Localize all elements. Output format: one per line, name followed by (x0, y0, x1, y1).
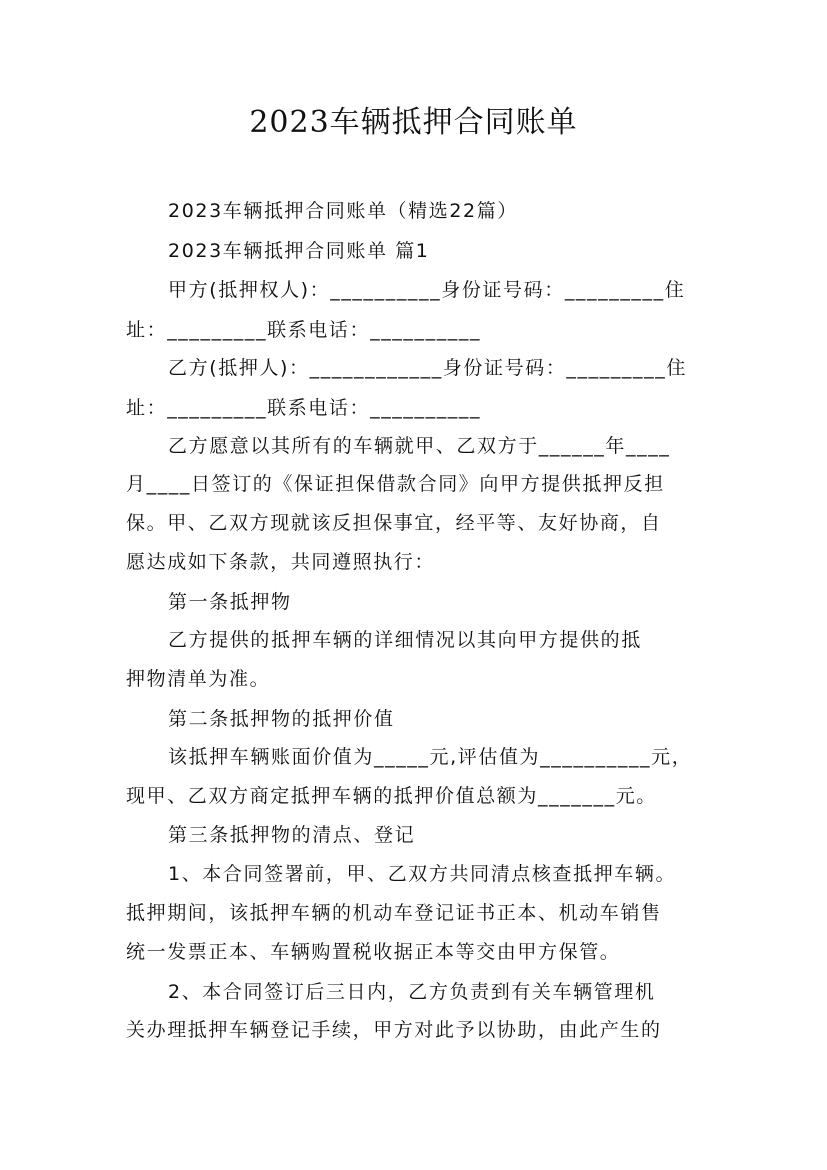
party-a-line: 甲方(抵押权人)：__________身份证号码：_________住 (168, 279, 686, 301)
subtitle-line: 2023车辆抵押合同账单（精选22篇） (168, 200, 518, 222)
paragraph-line: 乙方愿意以其所有的车辆就甲、乙双方于______年____ (168, 435, 671, 457)
party-b-address-line: 址：_________联系电话：__________ (126, 397, 482, 419)
paragraph-line: 保。甲、乙双方现就该反担保事宜，经平等、友好协商，自 (126, 512, 662, 534)
paragraph-line: 押物清单为准。 (126, 668, 271, 690)
party-b-line: 乙方(抵押人)：____________身份证号码：_________住 (168, 357, 687, 379)
clause-heading: 第二条抵押物的抵押价值 (168, 708, 395, 730)
paragraph-line: 抵押期间，该抵押车辆的机动车登记证书正本、机动车销售 (126, 902, 662, 924)
clause-heading: 第三条抵押物的清点、登记 (168, 824, 416, 846)
paragraph-line: 现甲、乙双方商定抵押车辆的抵押价值总额为_______元。 (126, 785, 657, 807)
document-title: 2023车辆抵押合同账单 (249, 105, 578, 140)
party-a-address-line: 址：_________联系电话：__________ (126, 319, 482, 341)
paragraph-line: 月____日签订的《保证担保借款合同》向甲方提供抵押反担 (126, 473, 665, 495)
paragraph-line: 乙方提供的抵押车辆的详细情况以其向甲方提供的抵 (168, 629, 642, 651)
paragraph-line: 愿达成如下条款，共同遵照执行： (126, 551, 436, 573)
paragraph-line: 1、本合同签署前，甲、乙双方共同清点核查抵押车辆。 (168, 863, 677, 885)
paragraph-line: 该抵押车辆账面价值为_____元,评估值为__________元， (168, 746, 693, 768)
paragraph-line: 2、本合同签订后三日内，乙方负责到有关车辆管理机 (168, 981, 656, 1003)
paragraph-line: 关办理抵押车辆登记手续，甲方对此予以协助，由此产生的 (126, 1019, 662, 1041)
clause-heading: 第一条抵押物 (168, 591, 292, 613)
section-heading: 2023车辆抵押合同账单 篇1 (168, 240, 430, 262)
paragraph-line: 统一发票正本、车辆购置税收据正本等交由甲方保管。 (126, 941, 621, 963)
